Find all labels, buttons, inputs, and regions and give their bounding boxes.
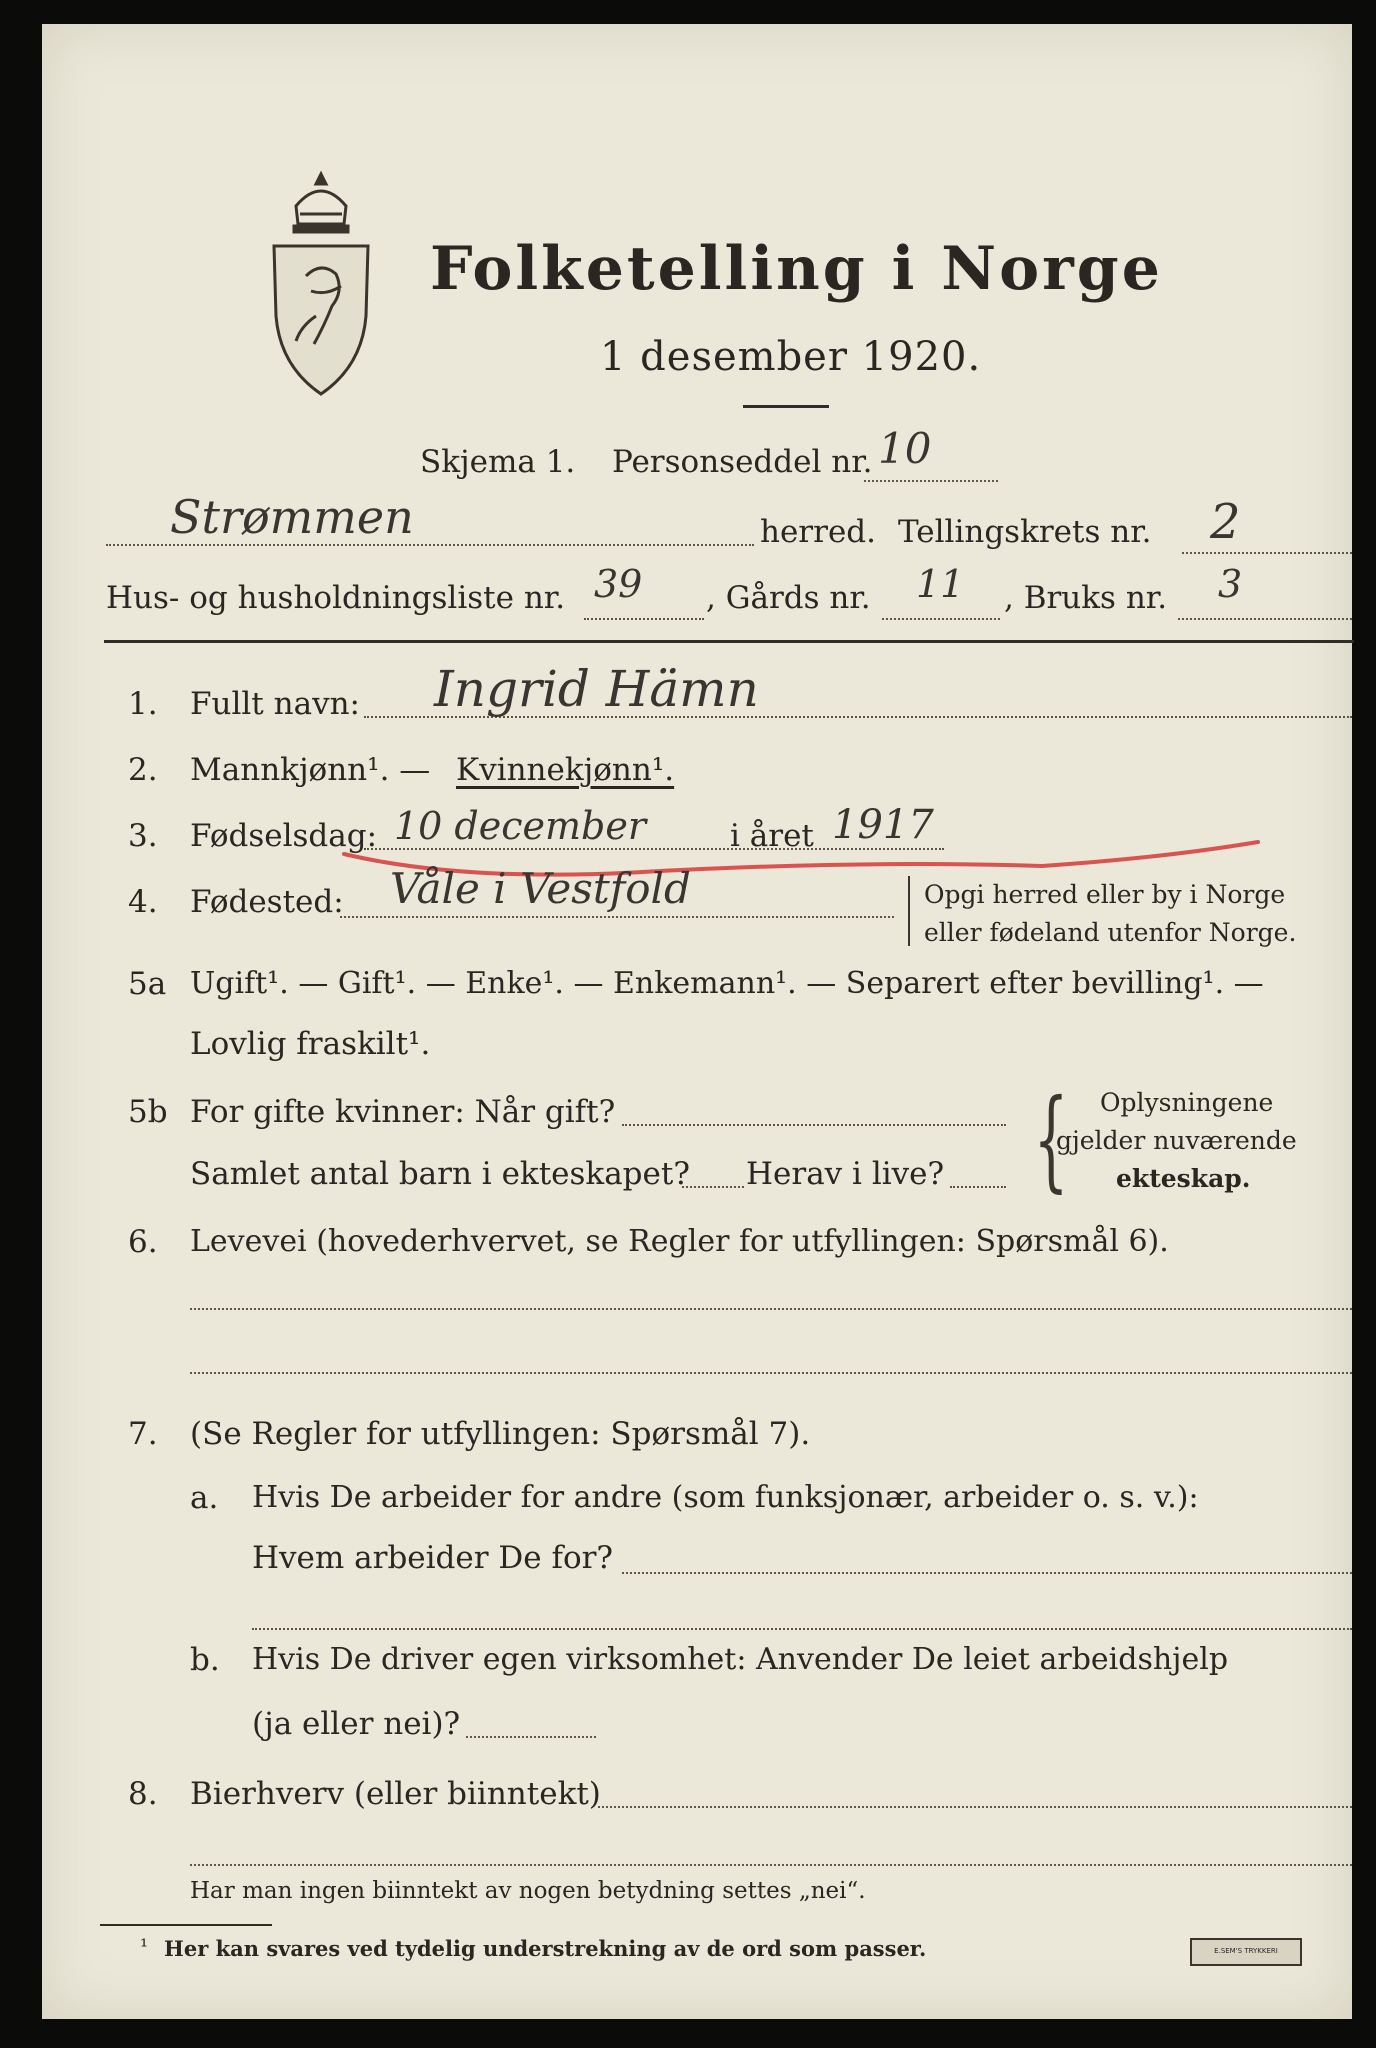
q8-number: 8. (128, 1776, 158, 1812)
census-form (42, 24, 1352, 2019)
q5b-alive-line (950, 1186, 1006, 1188)
header-divider (104, 640, 1354, 643)
herred-line (106, 544, 754, 546)
q5b-line-2a: Samlet antal barn i ekteskapet? (190, 1156, 690, 1192)
q5b-married-line (622, 1124, 1006, 1126)
q7b-line (466, 1736, 596, 1738)
q6-line-2 (190, 1372, 1352, 1374)
tellingskrets-label: Tellingskrets nr. (898, 514, 1152, 550)
q5b-note-2: gjelder nuværende (1056, 1126, 1297, 1155)
q7a-line-2 (252, 1628, 1352, 1630)
q5b-note-3: ekteskap. (1116, 1164, 1251, 1193)
coat-of-arms-icon (266, 166, 376, 396)
herred-value[interactable]: Strømmen (170, 490, 414, 544)
gards-label: , Gårds nr. (706, 580, 871, 616)
q1-number: 1. (128, 686, 158, 722)
gards-value[interactable]: 11 (916, 562, 965, 606)
personseddel-value[interactable]: 10 (878, 424, 932, 473)
q1-value[interactable]: Ingrid Hämn (434, 660, 759, 718)
q4-number: 4. (128, 884, 158, 920)
footnote-text: Her kan svares ved tydelig understrekning av de ord som passer. (164, 1936, 927, 1961)
q5b-line-1: For gifte kvinner: Når gift? (190, 1094, 616, 1130)
q7a-text-2: Hvem arbeider De for? (252, 1540, 614, 1576)
tellingskrets-value[interactable]: 2 (1210, 494, 1241, 550)
personseddel-label: Personseddel nr. (612, 444, 873, 480)
footnote-number: ¹ (140, 1934, 149, 1958)
q4-note-2: eller fødeland utenfor Norge. (924, 918, 1297, 947)
q7a-line-1 (622, 1572, 1352, 1574)
q6-number: 6. (128, 1224, 158, 1260)
bruks-label: , Bruks nr. (1004, 580, 1168, 616)
q7-text: (Se Regler for utfyllingen: Spørsmål 7). (190, 1416, 811, 1452)
q5b-number: 5b (128, 1094, 168, 1130)
printer-stamp-text: E.SEM'S TRYKKERI (1214, 1947, 1278, 1955)
footnote-divider (100, 1924, 272, 1926)
form-title: Folketelling i Norge (430, 234, 1163, 304)
skjema-label: Skjema 1. (420, 444, 576, 480)
q7a-letter: a. (190, 1480, 219, 1516)
q7b-text-2: (ja eller nei)? (252, 1706, 461, 1742)
q3-year-label: i året (730, 818, 814, 854)
husliste-line (584, 618, 704, 620)
q8-line-1 (598, 1806, 1352, 1808)
q4-line (340, 916, 894, 918)
q1-label: Fullt navn: (190, 686, 360, 722)
q6-line-1 (190, 1308, 1352, 1310)
q5a-text-2: Lovlig fraskilt¹. (190, 1026, 431, 1062)
q2-number: 2. (128, 752, 158, 788)
q3-year-value[interactable]: 1917 (832, 802, 934, 848)
q8-line-2 (190, 1864, 1352, 1866)
q7a-text: Hvis De arbeider for andre (som funksjonær, arbeider o. s. v.): (252, 1480, 1199, 1515)
tellingskrets-line (1182, 552, 1352, 554)
q4-label: Fødested: (190, 884, 344, 920)
husliste-label: Hus- og husholdningsliste nr. (106, 580, 566, 616)
q5a-text: Ugift¹. — Gift¹. — Enke¹. — Enkemann¹. — Separert efter bevilling¹. — (190, 966, 1264, 1001)
q5b-note-1: Oplysningene (1100, 1088, 1274, 1117)
q3-value[interactable]: 10 december (394, 804, 647, 848)
title-divider (743, 405, 829, 408)
bruks-line (1178, 618, 1352, 620)
q2-mannkjonn: Mannkjønn¹. — (190, 752, 431, 788)
q5a-number: 5a (128, 966, 167, 1002)
personseddel-line (864, 480, 998, 482)
q5b-children-line (682, 1186, 744, 1188)
q4-brace (908, 876, 914, 946)
q8-text: Bierhverv (eller biinntekt) (190, 1776, 601, 1812)
q3-label: Fødselsdag: (190, 818, 378, 854)
q5b-line-2b: Herav i live? (746, 1156, 945, 1192)
gards-line (882, 618, 1000, 620)
q5b-brace: { (1033, 1075, 1069, 1203)
q4-value[interactable]: Våle i Vestfold (390, 864, 691, 913)
q2-kvinnekjonn[interactable]: Kvinnekjønn¹. (456, 752, 675, 788)
q7b-text: Hvis De driver egen virksomhet: Anvender De leiet arbeidshjelp (252, 1642, 1229, 1677)
q7b-letter: b. (190, 1642, 220, 1678)
q4-note-1: Opgi herred eller by i Norge (924, 880, 1286, 909)
q7-number: 7. (128, 1416, 158, 1452)
q3-number: 3. (128, 818, 158, 854)
q6-text: Levevei (hovederhvervet, se Regler for utfyllingen: Spørsmål 6). (190, 1224, 1169, 1259)
bruks-value[interactable]: 3 (1218, 562, 1243, 606)
census-date: 1 desember 1920. (600, 334, 982, 380)
herred-label: herred. (760, 514, 876, 550)
q8-note: Har man ingen biinntekt av nogen betydning settes „nei“. (190, 1878, 866, 1904)
husliste-value[interactable]: 39 (594, 562, 643, 606)
printer-stamp (1190, 1938, 1302, 1966)
